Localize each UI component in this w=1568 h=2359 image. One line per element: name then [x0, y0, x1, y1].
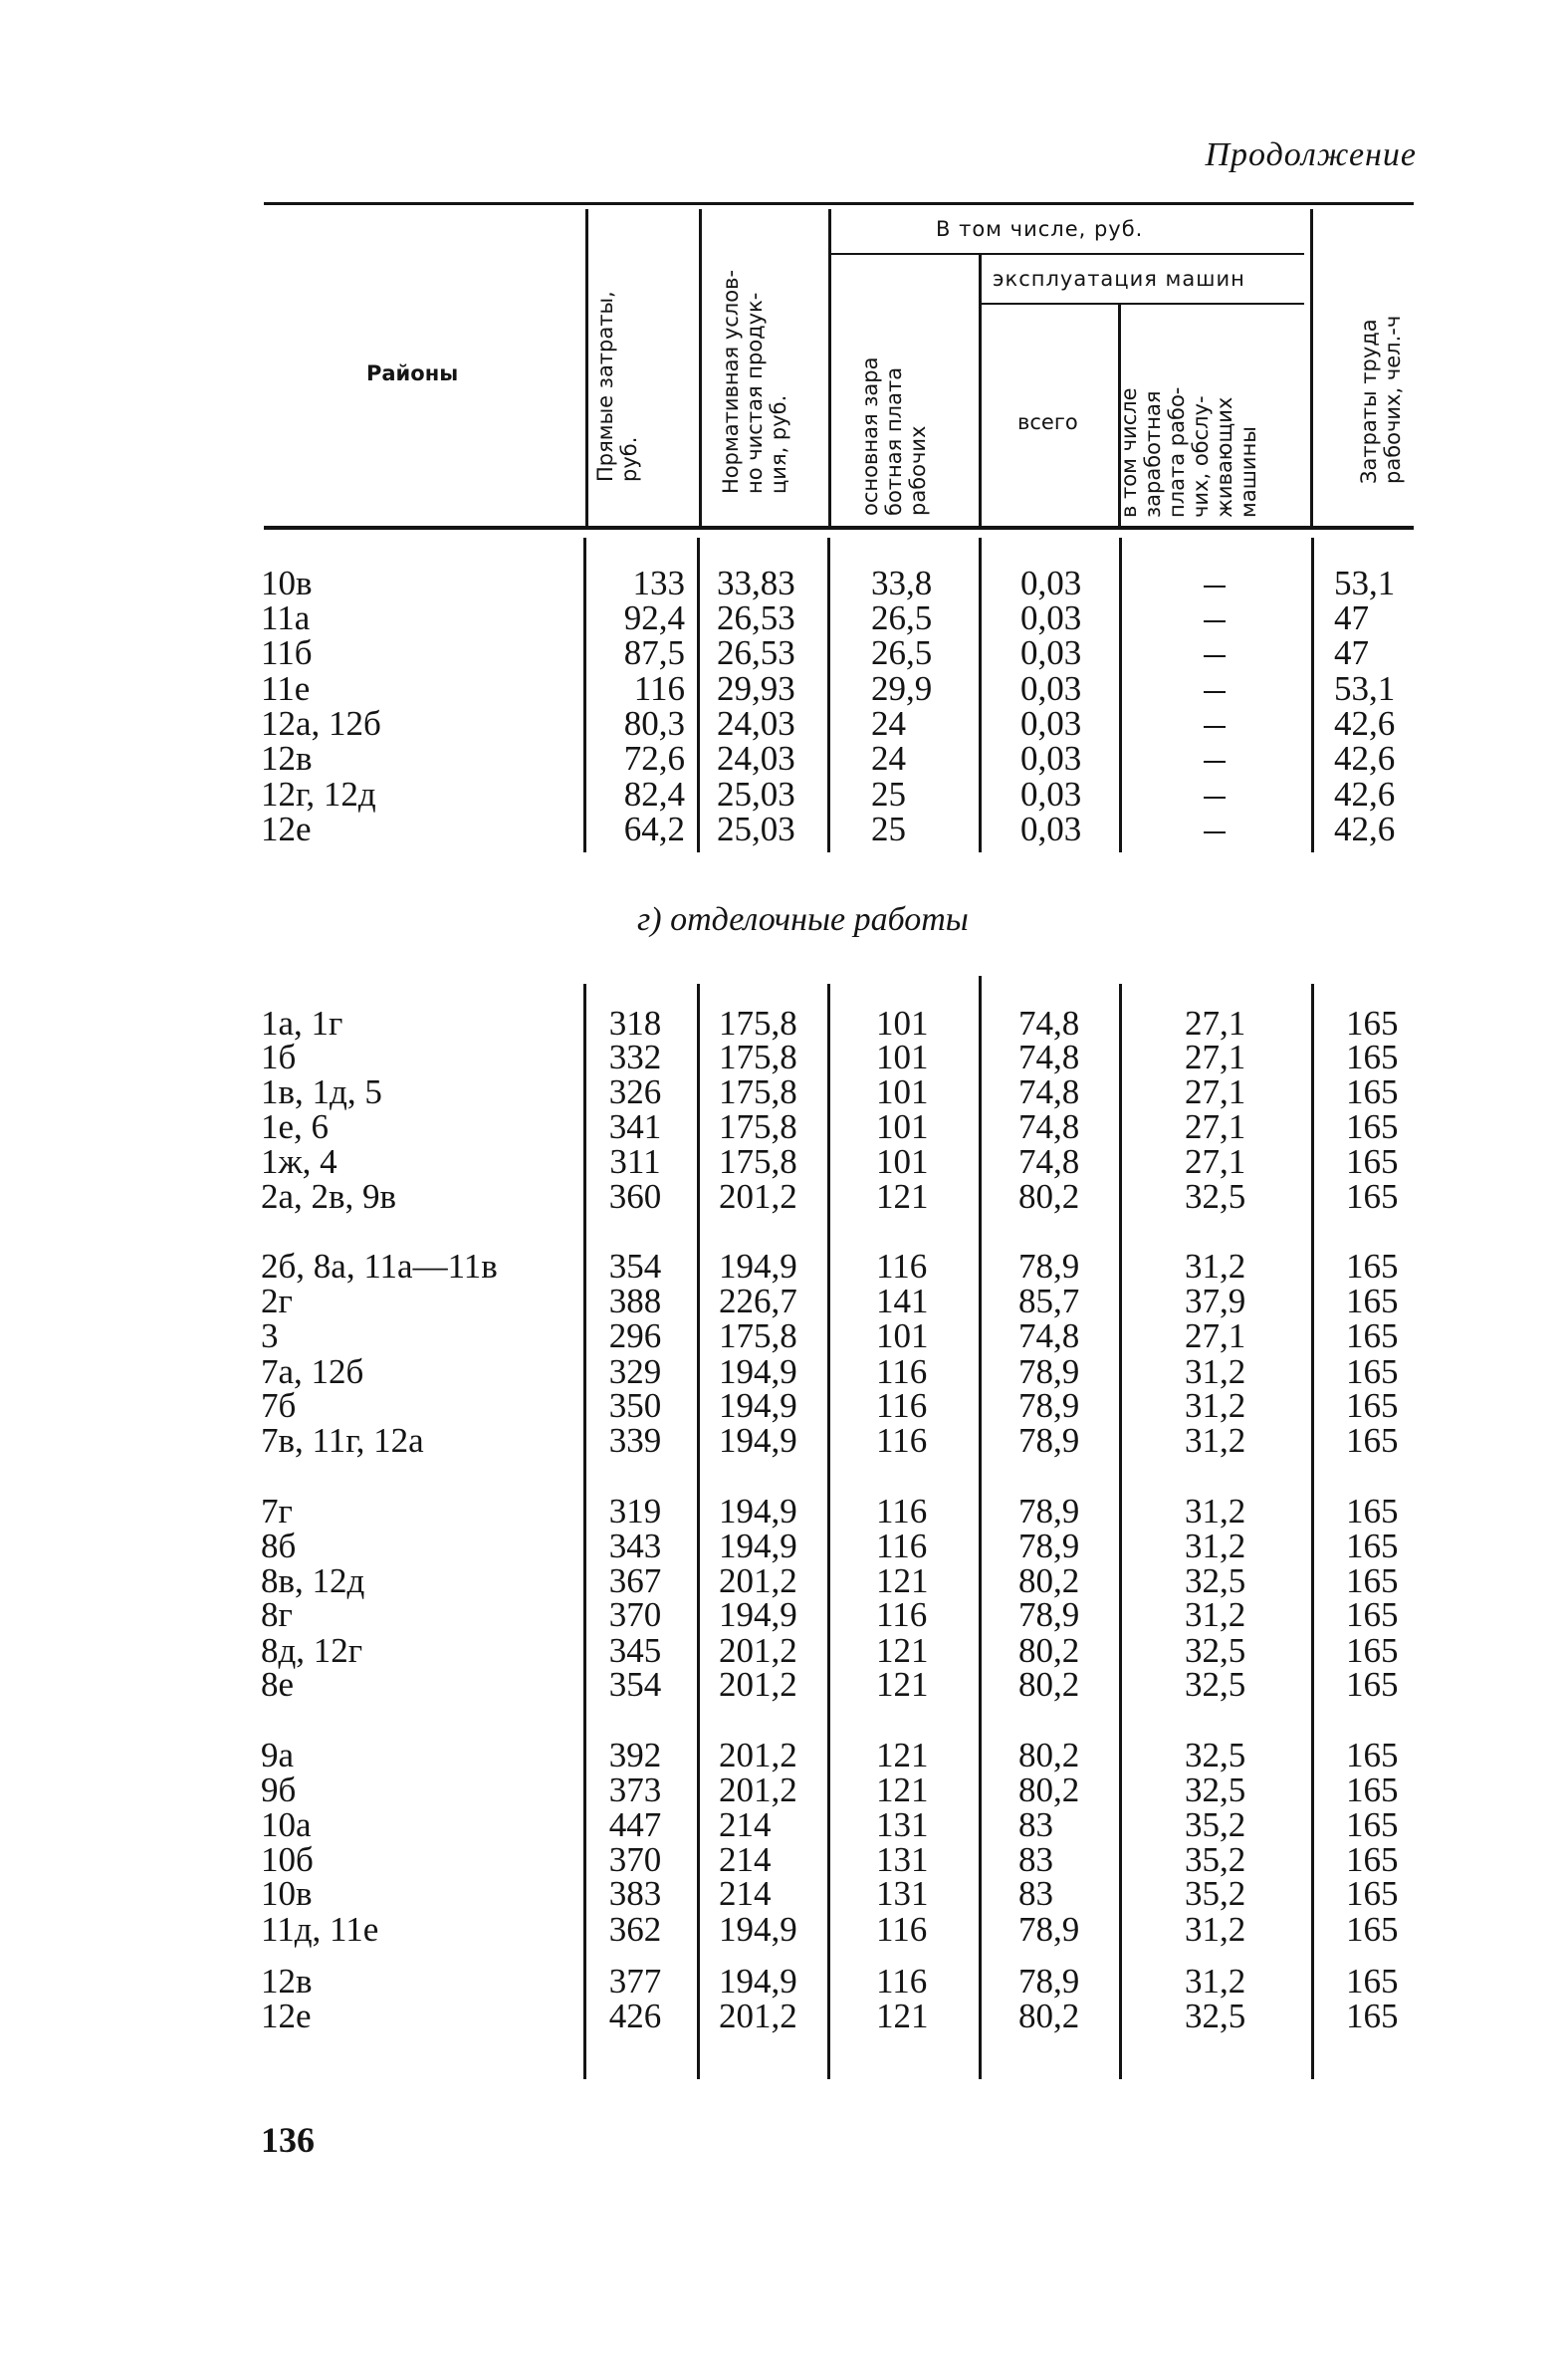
region-cell: 8г: [261, 1595, 293, 1634]
value-cell: 345: [608, 1631, 662, 1670]
value-cell: 175,8: [719, 1004, 797, 1043]
value-cell: 165: [1346, 1107, 1399, 1146]
value-cell: 80,2: [1018, 1665, 1080, 1704]
value-cell: 27,1: [1185, 1142, 1246, 1181]
value-cell: 78,9: [1018, 1962, 1080, 2001]
value-cell: 175,8: [719, 1038, 797, 1076]
dash-mark: [1204, 726, 1226, 728]
value-cell: 0,03: [1020, 775, 1082, 814]
value-cell: 194,9: [719, 1386, 797, 1425]
value-cell: 116: [633, 669, 685, 708]
section-title: г) отделочные работы: [637, 901, 969, 938]
value-cell: 26,5: [871, 598, 933, 637]
value-cell: 383: [608, 1874, 662, 1913]
table-row: [0, 1772, 1568, 1807]
value-cell: 25: [871, 810, 906, 848]
value-cell: 27,1: [1185, 1072, 1246, 1111]
value-cell: 426: [608, 1997, 662, 2035]
value-cell: 27,1: [1185, 1107, 1246, 1146]
dash-mark: [1204, 691, 1226, 693]
value-cell: 370: [608, 1840, 662, 1879]
value-cell: 31,2: [1185, 1421, 1246, 1460]
value-cell: 201,2: [719, 1770, 797, 1809]
table-row: [0, 1738, 1568, 1772]
table-row: [0, 566, 1568, 600]
value-cell: 165: [1346, 1316, 1399, 1355]
value-cell: 27,1: [1185, 1038, 1246, 1076]
value-cell: 116: [876, 1421, 928, 1460]
value-cell: 121: [876, 1736, 929, 1774]
value-cell: 78,9: [1018, 1527, 1080, 1565]
value-cell: 165: [1346, 1038, 1399, 1076]
region-cell: 12а, 12б: [261, 704, 381, 743]
region-cell: 8е: [261, 1665, 295, 1704]
value-cell: 24,03: [717, 739, 795, 778]
table-row: [0, 1494, 1568, 1529]
value-cell: 101: [876, 1072, 929, 1111]
region-cell: 12в: [261, 739, 313, 778]
region-cell: 3: [261, 1316, 279, 1355]
region-cell: 10б: [261, 1840, 314, 1879]
value-cell: 392: [608, 1736, 662, 1774]
value-cell: 343: [608, 1527, 662, 1565]
table-row: [0, 1179, 1568, 1214]
value-cell: 165: [1346, 1631, 1399, 1670]
table-row: [0, 1318, 1568, 1353]
value-cell: 26,5: [871, 633, 933, 672]
value-cell: 311: [609, 1142, 661, 1181]
value-cell: 362: [608, 1910, 662, 1949]
value-cell: 116: [876, 1962, 928, 2001]
value-cell: 194,9: [719, 1962, 797, 2001]
value-cell: 226,7: [719, 1282, 797, 1320]
table-top-rule: [264, 202, 1414, 205]
including-rule: [831, 253, 1304, 255]
value-cell: 29,9: [871, 669, 933, 708]
value-cell: 373: [608, 1770, 662, 1809]
table-row: [0, 1999, 1568, 2033]
value-cell: 0,03: [1020, 704, 1082, 743]
table-row: [0, 1807, 1568, 1842]
table-row: [0, 1633, 1568, 1668]
value-cell: 83: [1018, 1805, 1053, 1844]
region-cell: 10а: [261, 1805, 312, 1844]
value-cell: 33,8: [871, 564, 933, 602]
region-cell: 8д, 12г: [261, 1631, 363, 1670]
region-cell: 2б, 8а, 11а—11в: [261, 1247, 498, 1286]
table-row: [0, 1842, 1568, 1877]
value-cell: 78,9: [1018, 1595, 1080, 1634]
region-cell: 11а: [261, 598, 311, 637]
region-cell: 11б: [261, 633, 313, 672]
header-labor-costs: Затраты труда рабочих, чел.-ч: [1357, 315, 1405, 484]
value-cell: 35,2: [1185, 1874, 1246, 1913]
table-row: [0, 1597, 1568, 1632]
value-cell: 53,1: [1334, 564, 1396, 602]
table-row: [0, 1040, 1568, 1074]
value-cell: 131: [876, 1874, 929, 1913]
value-cell: 64,2: [623, 810, 685, 848]
value-cell: 101: [876, 1004, 929, 1043]
value-cell: 165: [1346, 1421, 1399, 1460]
value-cell: 367: [608, 1561, 662, 1600]
value-cell: 80,2: [1018, 1631, 1080, 1670]
value-cell: 74,8: [1018, 1072, 1080, 1111]
value-cell: 78,9: [1018, 1421, 1080, 1460]
region-cell: 8в, 12д: [261, 1561, 365, 1600]
value-cell: 165: [1346, 1527, 1399, 1565]
region-cell: 10в: [261, 564, 313, 602]
value-cell: 116: [876, 1247, 928, 1286]
table-row: [0, 1423, 1568, 1458]
value-cell: 165: [1346, 1962, 1399, 2001]
value-cell: 42,6: [1334, 775, 1396, 814]
value-cell: 80,2: [1018, 1561, 1080, 1600]
value-cell: 74,8: [1018, 1142, 1080, 1181]
value-cell: 165: [1346, 1247, 1399, 1286]
value-cell: 194,9: [719, 1247, 797, 1286]
region-cell: 1е, 6: [261, 1107, 330, 1146]
value-cell: 165: [1346, 1492, 1399, 1531]
region-cell: 12г, 12д: [261, 775, 376, 814]
value-cell: 74,8: [1018, 1004, 1080, 1043]
value-cell: 31,2: [1185, 1910, 1246, 1949]
value-cell: 31,2: [1185, 1386, 1246, 1425]
region-cell: 7в, 11г, 12а: [261, 1421, 424, 1460]
value-cell: 318: [608, 1004, 662, 1043]
value-cell: 78,9: [1018, 1910, 1080, 1949]
value-cell: 165: [1346, 1805, 1399, 1844]
value-cell: 26,53: [717, 598, 795, 637]
value-cell: 121: [876, 1665, 929, 1704]
dash-mark: [1204, 620, 1226, 622]
value-cell: 0,03: [1020, 564, 1082, 602]
value-cell: 201,2: [719, 1736, 797, 1774]
value-cell: 165: [1346, 1736, 1399, 1774]
value-cell: 31,2: [1185, 1595, 1246, 1634]
value-cell: 24,03: [717, 704, 795, 743]
value-cell: 80,2: [1018, 1770, 1080, 1809]
table-row: [0, 635, 1568, 670]
value-cell: 26,53: [717, 633, 795, 672]
header-total: всего: [1017, 410, 1078, 434]
region-cell: 11е: [261, 669, 311, 708]
value-cell: 31,2: [1185, 1962, 1246, 2001]
value-cell: 42,6: [1334, 704, 1396, 743]
value-cell: 194,9: [719, 1421, 797, 1460]
value-cell: 101: [876, 1316, 929, 1355]
value-cell: 74,8: [1018, 1038, 1080, 1076]
value-cell: 165: [1346, 1874, 1399, 1913]
region-cell: 11д, 11е: [261, 1910, 379, 1949]
value-cell: 201,2: [719, 1561, 797, 1600]
value-cell: 326: [608, 1072, 662, 1111]
value-cell: 131: [876, 1805, 929, 1844]
continuation-label: Продолжение: [1205, 136, 1417, 173]
value-cell: 214: [719, 1840, 772, 1879]
value-cell: 32,5: [1185, 1177, 1246, 1216]
table-row: [0, 812, 1568, 846]
value-cell: 0,03: [1020, 633, 1082, 672]
value-cell: 116: [876, 1386, 928, 1425]
value-cell: 201,2: [719, 1177, 797, 1216]
table-row: [0, 777, 1568, 812]
table-row: [0, 1074, 1568, 1109]
header-vline-1: [585, 209, 588, 526]
value-cell: 0,03: [1020, 739, 1082, 778]
value-cell: 25,03: [717, 810, 795, 848]
dash-mark: [1204, 761, 1226, 763]
value-cell: 24: [871, 739, 906, 778]
value-cell: 37,9: [1185, 1282, 1246, 1320]
value-cell: 116: [876, 1527, 928, 1565]
value-cell: 350: [608, 1386, 662, 1425]
value-cell: 165: [1346, 1840, 1399, 1879]
table-row: [0, 1284, 1568, 1318]
value-cell: 87,5: [623, 633, 685, 672]
header-basic-wage: основная зара ботная плата рабочих: [858, 356, 930, 516]
value-cell: 165: [1346, 1770, 1399, 1809]
value-cell: 80,2: [1018, 1997, 1080, 2035]
region-cell: 2г: [261, 1282, 293, 1320]
value-cell: 165: [1346, 1177, 1399, 1216]
value-cell: 447: [608, 1805, 662, 1844]
table-row: [0, 706, 1568, 741]
value-cell: 360: [608, 1177, 662, 1216]
value-cell: 354: [608, 1247, 662, 1286]
header-regions: Районы: [366, 361, 459, 385]
value-cell: 24: [871, 704, 906, 743]
table-row: [0, 1964, 1568, 1999]
value-cell: 42,6: [1334, 810, 1396, 848]
region-cell: 2а, 2в, 9в: [261, 1177, 397, 1216]
dash-mark: [1204, 797, 1226, 799]
value-cell: 141: [876, 1282, 929, 1320]
dash-mark: [1204, 586, 1226, 588]
value-cell: 0,03: [1020, 669, 1082, 708]
region-cell: 7б: [261, 1386, 297, 1425]
value-cell: 214: [719, 1805, 772, 1844]
value-cell: 377: [608, 1962, 662, 2001]
table-row: [0, 1249, 1568, 1284]
value-cell: 32,5: [1185, 1665, 1246, 1704]
value-cell: 175,8: [719, 1316, 797, 1355]
region-cell: 12е: [261, 810, 312, 848]
value-cell: 31,2: [1185, 1352, 1246, 1391]
value-cell: 78,9: [1018, 1492, 1080, 1531]
value-cell: 131: [876, 1840, 929, 1879]
value-cell: 165: [1346, 1386, 1399, 1425]
value-cell: 121: [876, 1177, 929, 1216]
value-cell: 83: [1018, 1840, 1053, 1879]
value-cell: 27,1: [1185, 1004, 1246, 1043]
value-cell: 32,5: [1185, 1736, 1246, 1774]
region-cell: 10в: [261, 1874, 313, 1913]
value-cell: 194,9: [719, 1492, 797, 1531]
header-including: В том числе, руб.: [936, 217, 1144, 241]
value-cell: 339: [608, 1421, 662, 1460]
value-cell: 341: [608, 1107, 662, 1146]
value-cell: 47: [1334, 598, 1369, 637]
value-cell: 388: [608, 1282, 662, 1320]
table-row: [0, 1354, 1568, 1389]
value-cell: 80,2: [1018, 1736, 1080, 1774]
dash-mark: [1204, 831, 1226, 833]
value-cell: 35,2: [1185, 1840, 1246, 1879]
value-cell: 74,8: [1018, 1316, 1080, 1355]
region-cell: 12в: [261, 1962, 313, 2001]
value-cell: 194,9: [719, 1527, 797, 1565]
value-cell: 121: [876, 1561, 929, 1600]
value-cell: 31,2: [1185, 1247, 1246, 1286]
region-cell: 7г: [261, 1492, 293, 1531]
value-cell: 370: [608, 1595, 662, 1634]
region-cell: 7а, 12б: [261, 1352, 364, 1391]
region-cell: 1б: [261, 1038, 297, 1076]
value-cell: 101: [876, 1038, 929, 1076]
value-cell: 165: [1346, 1997, 1399, 2035]
value-cell: 332: [608, 1038, 662, 1076]
region-cell: 1а, 1г: [261, 1004, 343, 1043]
table-row: [0, 1144, 1568, 1179]
value-cell: 32,5: [1185, 1561, 1246, 1600]
value-cell: 319: [608, 1492, 662, 1531]
value-cell: 121: [876, 1997, 929, 2035]
value-cell: 121: [876, 1631, 929, 1670]
header-vline-6: [1310, 209, 1313, 526]
value-cell: 29,93: [717, 669, 795, 708]
value-cell: 116: [876, 1492, 928, 1531]
value-cell: 83: [1018, 1874, 1053, 1913]
region-cell: 8б: [261, 1527, 297, 1565]
region-cell: 9б: [261, 1770, 297, 1809]
value-cell: 165: [1346, 1910, 1399, 1949]
header-bottom-rule: [264, 526, 1414, 530]
value-cell: 165: [1346, 1352, 1399, 1391]
value-cell: 78,9: [1018, 1247, 1080, 1286]
header-vline-4: [979, 255, 982, 526]
value-cell: 165: [1346, 1595, 1399, 1634]
value-cell: 296: [608, 1316, 662, 1355]
value-cell: 133: [632, 564, 685, 602]
value-cell: 25: [871, 775, 906, 814]
header-machine-wage: в том числе заработная плата рабо- чих, обслу- живающих машины: [1117, 386, 1260, 518]
value-cell: 35,2: [1185, 1805, 1246, 1844]
value-cell: 53,1: [1334, 669, 1396, 708]
value-cell: 80,2: [1018, 1177, 1080, 1216]
header-direct-costs: Прямые затраты, руб.: [593, 291, 641, 482]
value-cell: 116: [876, 1910, 928, 1949]
value-cell: 201,2: [719, 1997, 797, 2035]
value-cell: 33,83: [717, 564, 795, 602]
value-cell: 101: [876, 1107, 929, 1146]
table-row: [0, 1667, 1568, 1702]
value-cell: 116: [876, 1352, 928, 1391]
value-cell: 194,9: [719, 1910, 797, 1949]
value-cell: 201,2: [719, 1631, 797, 1670]
value-cell: 329: [608, 1352, 662, 1391]
machine-rule: [981, 303, 1304, 305]
value-cell: 165: [1346, 1561, 1399, 1600]
value-cell: 80,3: [623, 704, 685, 743]
table-row: [0, 1006, 1568, 1041]
value-cell: 82,4: [623, 775, 685, 814]
region-cell: 1ж, 4: [261, 1142, 337, 1181]
value-cell: 32,5: [1185, 1631, 1246, 1670]
value-cell: 72,6: [623, 739, 685, 778]
value-cell: 354: [608, 1665, 662, 1704]
value-cell: 78,9: [1018, 1386, 1080, 1425]
page-number: 136: [261, 2120, 315, 2160]
header-vline-2: [699, 209, 702, 526]
value-cell: 47: [1334, 633, 1369, 672]
table-row: [0, 671, 1568, 706]
value-cell: 78,9: [1018, 1352, 1080, 1391]
value-cell: 214: [719, 1874, 772, 1913]
value-cell: 194,9: [719, 1352, 797, 1391]
value-cell: 165: [1346, 1004, 1399, 1043]
value-cell: 0,03: [1020, 598, 1082, 637]
table-row: [0, 1388, 1568, 1423]
table-row: [0, 1109, 1568, 1144]
value-cell: 116: [876, 1595, 928, 1634]
value-cell: 42,6: [1334, 739, 1396, 778]
value-cell: 0,03: [1020, 810, 1082, 848]
value-cell: 27,1: [1185, 1316, 1246, 1355]
value-cell: 194,9: [719, 1595, 797, 1634]
table-row: [0, 1563, 1568, 1598]
value-cell: 201,2: [719, 1665, 797, 1704]
header-normative-output: Нормативная услов- но чистая продук- ция, руб.: [719, 269, 790, 494]
dash-mark: [1204, 655, 1226, 657]
value-cell: 101: [876, 1142, 929, 1181]
header-vline-3: [828, 209, 831, 526]
table-row: [0, 600, 1568, 635]
value-cell: 175,8: [719, 1142, 797, 1181]
value-cell: 74,8: [1018, 1107, 1080, 1146]
value-cell: 121: [876, 1770, 929, 1809]
region-cell: 12е: [261, 1997, 312, 2035]
table-row: [0, 1876, 1568, 1911]
value-cell: 165: [1346, 1072, 1399, 1111]
table-row: [0, 1912, 1568, 1947]
value-cell: 175,8: [719, 1107, 797, 1146]
value-cell: 92,4: [623, 598, 685, 637]
value-cell: 32,5: [1185, 1997, 1246, 2035]
table-row: [0, 1529, 1568, 1563]
value-cell: 31,2: [1185, 1527, 1246, 1565]
header-machine-operation: эксплуатация машин: [993, 267, 1245, 291]
region-cell: 9а: [261, 1736, 295, 1774]
value-cell: 85,7: [1018, 1282, 1080, 1320]
value-cell: 165: [1346, 1665, 1399, 1704]
value-cell: 165: [1346, 1282, 1399, 1320]
value-cell: 165: [1346, 1142, 1399, 1181]
region-cell: 1в, 1д, 5: [261, 1072, 382, 1111]
value-cell: 175,8: [719, 1072, 797, 1111]
value-cell: 32,5: [1185, 1770, 1246, 1809]
value-cell: 31,2: [1185, 1492, 1246, 1531]
table-row: [0, 741, 1568, 776]
value-cell: 25,03: [717, 775, 795, 814]
